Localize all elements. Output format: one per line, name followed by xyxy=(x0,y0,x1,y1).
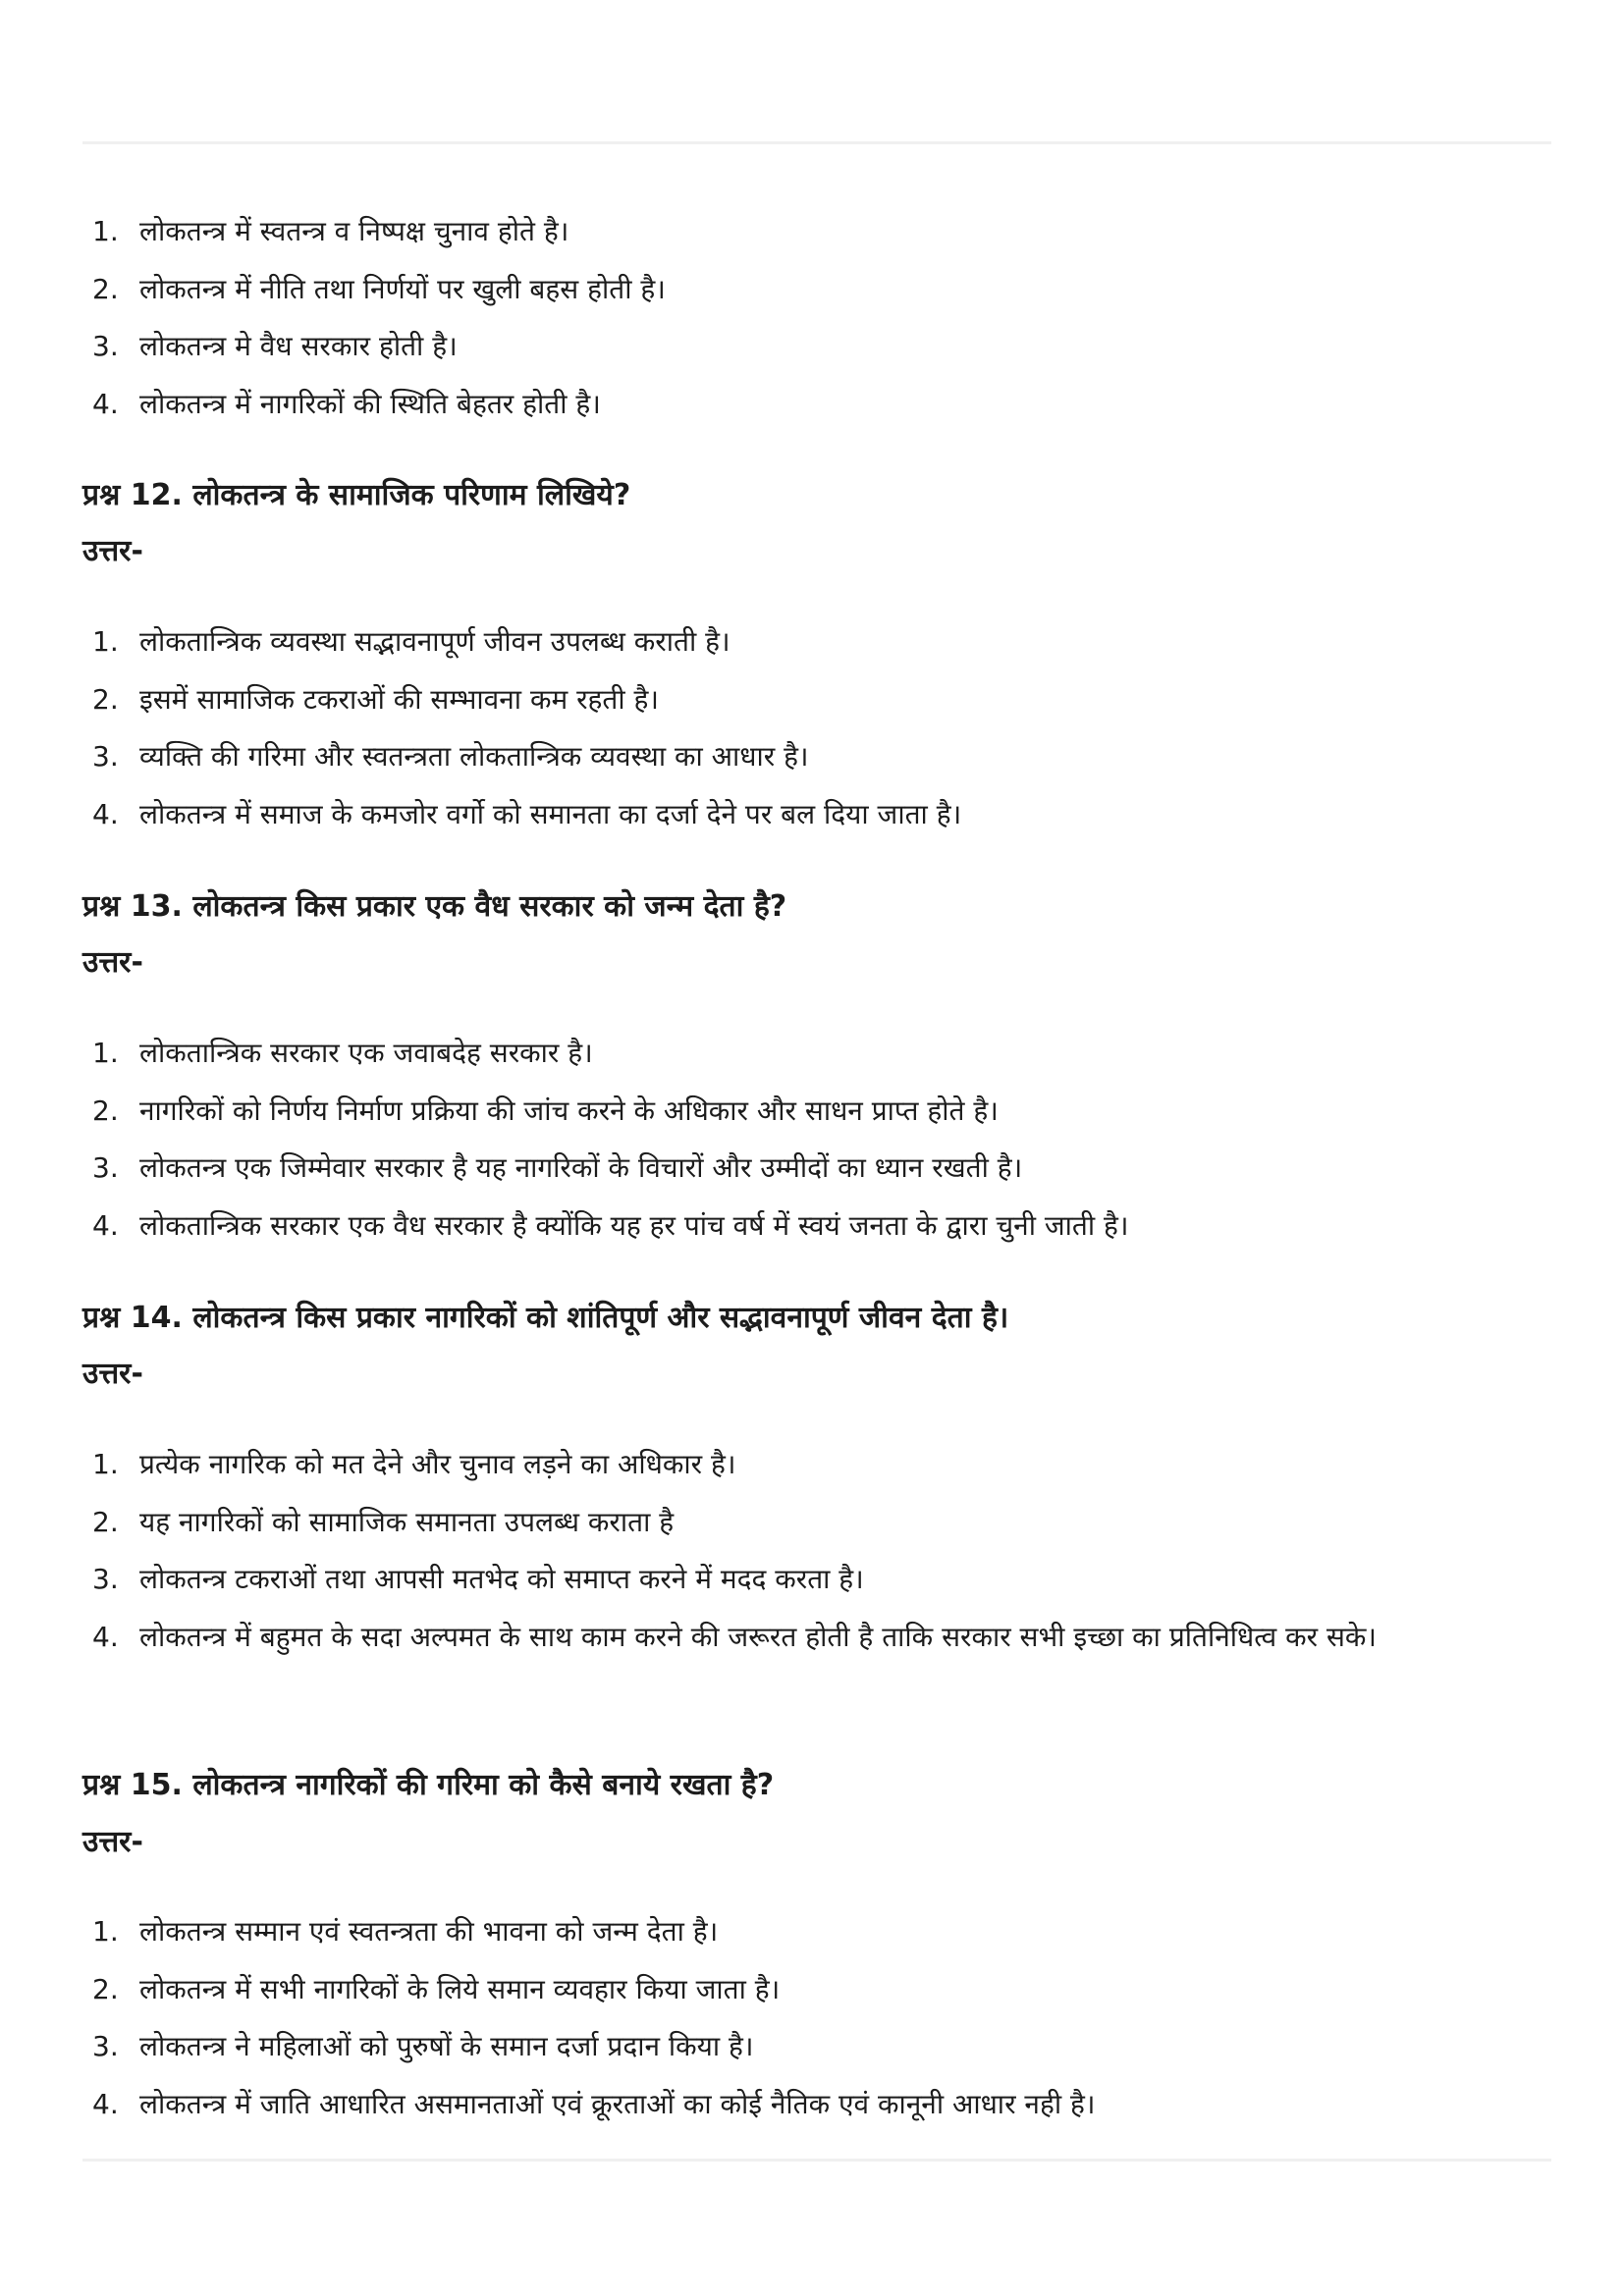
answer-label: उत्तर- xyxy=(82,534,143,568)
question-15-heading: प्रश्न 15. लोकतन्त्र नागरिकों की गरिमा को कैसे बनाये रखता है? xyxy=(82,1768,775,1802)
list-item xyxy=(82,2076,1555,2134)
question-14-heading: प्रश्न 14. लोकतन्त्र किस प्रकार नागरिकों को शांतिपूर्ण और सद्भावनापूर्ण जीवन देता है। xyxy=(82,1301,1009,1335)
question-15-answer-list xyxy=(82,1903,1555,2133)
list-text: इसमें सामाजिक टकराओं की सम्भावना कम रहती है। xyxy=(139,682,660,716)
question-12-heading: प्रश्न 12. लोकतन्त्र के सामाजिक परिणाम लिखिये? xyxy=(82,478,631,512)
list-number: 4. xyxy=(92,1620,119,1653)
list-number: 1. xyxy=(92,1915,119,1948)
list-number: 3. xyxy=(92,330,119,362)
list-text: लोकतान्त्रिक व्यवस्था सद्भावनापूर्ण जीवन उपलब्ध कराती है। xyxy=(139,625,730,658)
list-number: 1. xyxy=(92,215,119,247)
list-number: 2. xyxy=(92,682,119,716)
list-number: 2. xyxy=(92,272,119,305)
list-text: लोकतन्त्र में जाति आधारित असमानताओं एवं क्रूरताओं का कोई नैतिक एवं कानूनी आधार नही है। xyxy=(139,2087,1096,2120)
top-divider xyxy=(82,141,1551,144)
list-number: 1. xyxy=(92,1037,119,1069)
list-number: 4. xyxy=(92,2087,119,2120)
list-number: 1. xyxy=(92,625,119,658)
list-item xyxy=(82,1140,1555,1198)
list-item xyxy=(82,318,1555,376)
list-text: लोकतन्त्र एक जिम्मेवार सरकार है यह नागरिकों के विचारों और उम्मीदों का ध्यान रखती है। xyxy=(139,1151,1023,1184)
question-12-answer-list xyxy=(82,614,1555,843)
question-14-answer-list xyxy=(82,1436,1555,1666)
list-text: लोकतान्त्रिक सरकार एक वैध सरकार है क्योंकि यह हर पांच वर्ष में स्वयं जनता के द्वारा चुनी जाती है। xyxy=(139,1208,1129,1242)
question-13-answer-list xyxy=(82,1025,1555,1255)
list-item xyxy=(82,261,1555,319)
list-item xyxy=(82,203,1555,261)
list-item xyxy=(82,1551,1555,1609)
list-item xyxy=(82,671,1555,729)
answer-label: उत्तर- xyxy=(82,945,143,980)
list-number: 3. xyxy=(92,2030,119,2062)
list-item xyxy=(82,1198,1555,1255)
list-number: 1. xyxy=(92,1448,119,1480)
list-number: 2. xyxy=(92,1972,119,2005)
list-text: यह नागरिकों को सामाजिक समानता उपलब्ध कराता है xyxy=(139,1505,675,1538)
list-text: व्यक्ति की गरिमा और स्वतन्त्रता लोकतान्त्रिक व्यवस्था का आधार है। xyxy=(139,740,809,773)
list-text: लोकतन्त्र में नागरिकों की स्थिति बेहतर होती है। xyxy=(139,387,601,420)
list-item xyxy=(82,728,1555,786)
answer-label: उत्तर- xyxy=(82,1357,143,1391)
list-text: लोकतन्त्र मे वैध सरकार होती है। xyxy=(139,330,458,362)
list-text: लोकतन्त्र सम्मान एवं स्वतन्त्रता की भावना को जन्म देता है। xyxy=(139,1915,719,1948)
question-13-heading: प्रश्न 13. लोकतन्त्र किस प्रकार एक वैध सरकार को जन्म देता है? xyxy=(82,889,787,924)
list-text: लोकतन्त्र में सभी नागरिकों के लिये समान व्यवहार किया जाता है। xyxy=(139,1972,781,2005)
list-text: लोकतन्त्र में स्वतन्त्र व निष्पक्ष चुनाव होते है। xyxy=(139,215,569,247)
list-text: लोकतन्त्र ने महिलाओं को पुरुषों के समान दर्जा प्रदान किया है। xyxy=(139,2030,754,2062)
list-number: 4. xyxy=(92,797,119,830)
list-number: 2. xyxy=(92,1094,119,1127)
list-item xyxy=(82,786,1555,844)
list-number: 4. xyxy=(92,1208,119,1242)
list-text: लोकतन्त्र में बहुमत के सदा अल्पमत के साथ काम करने की जरूरत होती है ताकि सरकार सभी इच्छा का प्रतिनिधित्व कर सके। xyxy=(139,1620,1378,1653)
list-item xyxy=(82,2018,1555,2076)
list-number: 3. xyxy=(92,740,119,773)
list-number: 3. xyxy=(92,1563,119,1595)
list-number: 2. xyxy=(92,1505,119,1538)
list-number: 4. xyxy=(92,387,119,420)
list-text: लोकतन्त्र में समाज के कमजोर वर्गो को समानता का दर्जा देने पर बल दिया जाता है। xyxy=(139,797,962,830)
list-text: लोकतन्त्र टकराओं तथा आपसी मतभेद को समाप्त करने में मदद करता है। xyxy=(139,1563,864,1595)
bottom-divider xyxy=(82,2159,1551,2162)
answer-label: उत्तर- xyxy=(82,1825,143,1859)
list-item xyxy=(82,1025,1555,1083)
list-item xyxy=(82,1609,1555,1667)
intro-answer-list xyxy=(82,203,1555,433)
list-text: लोकतन्त्र में नीति तथा निर्णयों पर खुली बहस होती है। xyxy=(139,272,666,305)
list-item xyxy=(82,1903,1555,1961)
list-item xyxy=(82,1961,1555,2019)
list-item xyxy=(82,376,1555,434)
list-item xyxy=(82,1494,1555,1552)
list-item xyxy=(82,1436,1555,1494)
list-text: नागरिकों को निर्णय निर्माण प्रक्रिया की जांच करने के अधिकार और साधन प्राप्त होते है। xyxy=(139,1094,999,1127)
list-item xyxy=(82,1083,1555,1141)
list-text: प्रत्येक नागरिक को मत देने और चुनाव लड़ने का अधिकार है। xyxy=(139,1448,736,1480)
list-text: लोकतान्त्रिक सरकार एक जवाबदेह सरकार है। xyxy=(139,1037,593,1069)
list-item xyxy=(82,614,1555,671)
list-number: 3. xyxy=(92,1151,119,1184)
